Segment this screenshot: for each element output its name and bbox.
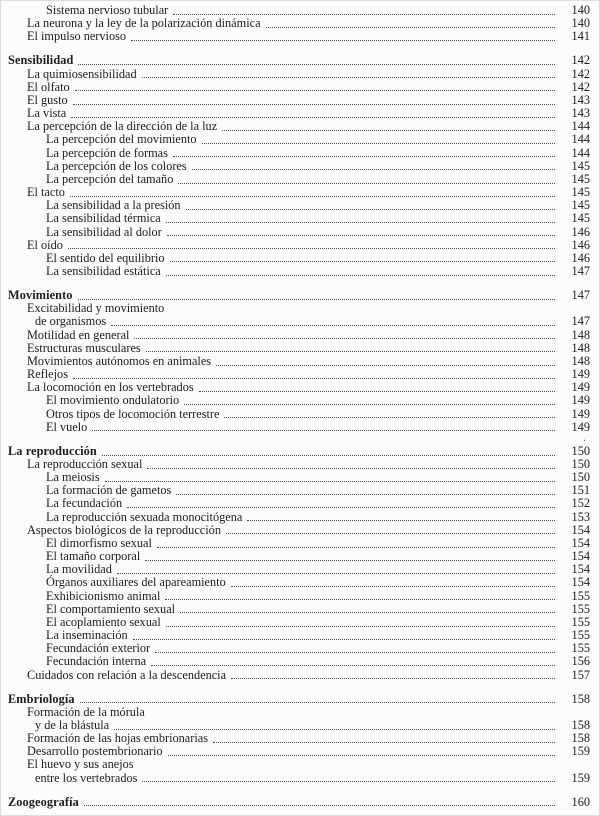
toc-entry-label: El sentido del equilibrio (46, 250, 165, 265)
toc-entry-label: Embriología (8, 691, 75, 706)
page-number: 143 (571, 92, 590, 107)
toc-entry-label: Sistema nervioso tubular (46, 3, 169, 17)
toc-entry (0, 30, 590, 43)
page-number: 156 (571, 654, 590, 669)
page-number: 149 (571, 419, 590, 434)
toc-entry-label: Motilidad en general (27, 327, 130, 342)
toc-entry-label: Sensibilidad (8, 53, 74, 68)
dot-leader (213, 742, 555, 743)
toc-entry-label: El acoplamiento sexual (46, 614, 161, 629)
dot-leader (105, 481, 555, 482)
toc-entry (0, 511, 590, 524)
page-number: 146 (571, 237, 590, 252)
toc-entry-list (0, 4, 590, 809)
toc-entry-label: El oído (27, 237, 63, 252)
dot-leader (247, 520, 555, 521)
dot-leader (184, 404, 555, 405)
dot-leader (178, 183, 555, 184)
toc-entry (0, 655, 590, 668)
toc-entry (0, 524, 590, 537)
toc-entry (0, 394, 590, 407)
toc-entry (0, 160, 590, 173)
toc-entry-label: La reproducción sexual (27, 457, 143, 471)
dot-leader (92, 430, 555, 431)
dot-leader (102, 455, 555, 456)
page-number: 143 (571, 106, 590, 121)
dot-leader (131, 40, 555, 41)
toc-entry-label: La reproducción sexuada monocitógena (46, 509, 243, 524)
toc-entry-label: La reproducción (8, 443, 97, 458)
dot-leader (75, 90, 555, 91)
page-number: 158 (571, 731, 590, 746)
toc-entry-label: La locomoción en los vertebrados (27, 380, 194, 395)
page-number: 146 (571, 250, 590, 265)
toc-entry-label: La neurona y la ley de la polarización dinámica (27, 16, 261, 31)
dot-leader (180, 612, 555, 613)
page-number: 149 (571, 393, 590, 408)
dot-leader (168, 755, 555, 756)
toc-entry-label: y de la blástula (35, 717, 110, 732)
toc-entry (0, 669, 590, 682)
toc-entry-label: La vista (27, 106, 67, 121)
page-number: 144 (571, 119, 590, 134)
toc-entry (0, 173, 590, 186)
page-number: 145 (571, 211, 590, 226)
dot-leader (222, 130, 555, 131)
toc-entry-label: La sensibilidad al dolor (46, 224, 162, 239)
dot-leader (80, 702, 555, 703)
dot-leader (199, 391, 555, 392)
page-number: 159 (571, 744, 590, 759)
page-number: 145 (571, 171, 590, 186)
page-number: 146 (571, 224, 590, 239)
dot-leader (111, 325, 555, 326)
toc-entry (0, 706, 590, 719)
dot-leader (202, 143, 555, 144)
dot-leader (78, 64, 555, 65)
page-number: 154 (571, 575, 590, 590)
dot-leader (166, 626, 555, 627)
toc-entry (0, 329, 590, 342)
toc-entry-label: Exhibicionismo animal (46, 588, 161, 603)
dot-leader (157, 547, 555, 548)
dot-leader (173, 156, 555, 157)
toc-entry-label: El olfato (27, 79, 70, 94)
page-number: 144 (571, 132, 590, 147)
toc-entry-label: La percepción de formas (46, 145, 168, 160)
toc-entry-label: de organismos (35, 314, 107, 329)
toc-entry-label: Formación de las hojas embrionarias (27, 731, 208, 746)
toc-entry (0, 315, 590, 328)
toc-entry (0, 590, 590, 603)
toc-entry (0, 758, 590, 771)
toc-entry-label: La formación de gametos (46, 483, 172, 498)
dot-leader (73, 104, 555, 105)
toc-entry (0, 772, 590, 785)
toc-entry-label: Zoogeografía (8, 794, 79, 809)
page-number: 159 (571, 770, 590, 785)
toc-entry-label: El tacto (27, 185, 65, 200)
page-number: 152 (571, 496, 590, 511)
page-number: 141 (571, 29, 590, 44)
page-number: 154 (571, 535, 590, 550)
dot-leader (146, 351, 555, 352)
toc-entry-label: Fecundación exterior (46, 641, 151, 656)
dot-leader (167, 235, 555, 236)
toc-entry-label: El huevo y sus anejos (27, 757, 134, 772)
page-number: 147 (571, 263, 590, 278)
dot-leader (117, 573, 555, 574)
page-number: 155 (571, 588, 590, 603)
toc-entry-label: La fecundación (46, 496, 123, 511)
dot-leader (186, 209, 555, 210)
toc-entry (0, 265, 590, 278)
toc-entry (0, 342, 590, 355)
dot-leader (84, 805, 555, 806)
toc-entry (0, 497, 590, 510)
dot-leader (68, 248, 555, 249)
page-number: 150 (571, 470, 590, 485)
toc-entry-label: El comportamiento sexual (46, 601, 176, 616)
dot-leader (145, 560, 555, 561)
toc-entry-label: El gusto (27, 92, 68, 107)
toc-entry-label: La sensibilidad estática (46, 263, 161, 278)
page-number: 155 (571, 601, 590, 616)
page-number: 149 (571, 380, 590, 395)
dot-leader (78, 299, 555, 300)
toc-entry-label: Fecundación interna (46, 654, 147, 669)
page-number: 160 (571, 794, 590, 809)
page-number: 144 (571, 145, 590, 160)
dot-leader (224, 417, 555, 418)
toc-entry-label: Movimientos autónomos en animales (27, 353, 212, 368)
page-number: 157 (571, 667, 590, 682)
toc-entry (0, 212, 590, 225)
page-number: 148 (571, 353, 590, 368)
toc-entry (0, 54, 590, 67)
toc-entry (0, 239, 590, 252)
page-number: 145 (571, 185, 590, 200)
toc-entry-label: La movilidad (46, 562, 112, 577)
toc-entry-label: Movimiento (8, 288, 73, 303)
toc-entry (0, 576, 590, 589)
dot-leader (170, 261, 555, 262)
dot-leader (155, 652, 555, 653)
toc-entry-label: Órganos auxiliares del apareamiento (46, 575, 226, 590)
page-number: 147 (571, 288, 590, 303)
page-number: 150 (571, 443, 590, 458)
page-number: 148 (571, 340, 590, 355)
toc-entry (0, 94, 590, 107)
page-number: 142 (571, 66, 590, 81)
toc-entry (0, 355, 590, 368)
page-number: 148 (571, 327, 590, 342)
page-number: 145 (571, 198, 590, 213)
page-number: 150 (571, 457, 590, 471)
dot-leader (231, 678, 555, 679)
dot-leader (71, 117, 555, 118)
dot-leader (147, 468, 555, 469)
page-number: 155 (571, 641, 590, 656)
page-number: 154 (571, 522, 590, 537)
toc-entry-label: La inseminación (46, 628, 128, 643)
toc-entry-label: Formación de la mórula (27, 704, 145, 719)
toc-entry-label: El impulso nervioso (27, 29, 127, 44)
toc-entry (0, 68, 590, 81)
dot-leader (142, 781, 555, 782)
page-number: 153 (571, 509, 590, 524)
toc-entry-label: El vuelo (46, 419, 88, 434)
dot-leader (176, 494, 555, 495)
dot-leader (165, 599, 555, 600)
toc-entry-label: La percepción de la dirección de la luz (27, 119, 218, 134)
toc-entry-label: Otros tipos de locomoción terrestre (46, 406, 220, 421)
dot-leader (133, 639, 555, 640)
page-number: 142 (571, 53, 590, 68)
page-number: 140 (571, 16, 590, 31)
page-number: 142 (571, 79, 590, 94)
toc-entry-label: Cuidados con relación a la descendencia (27, 667, 227, 682)
toc-entry-label: El tamaño corporal (46, 549, 141, 564)
toc-entry-label: La percepción de los colores (46, 158, 187, 173)
toc-entry (0, 81, 590, 94)
page-number: 149 (571, 367, 590, 382)
toc-entry-label: Excitabilidad y movimiento (27, 301, 165, 316)
toc-entry-label: La quimiosensibilidad (27, 66, 137, 81)
dot-leader (166, 222, 555, 223)
toc-entry-label: La sensibilidad a la presión (46, 198, 181, 213)
dot-leader (151, 665, 555, 666)
dot-leader (134, 338, 555, 339)
page-number: 140 (571, 3, 590, 17)
page-number: 147 (571, 314, 590, 329)
toc-entry (0, 133, 590, 146)
toc-entry-label: La meiosis (46, 470, 100, 485)
toc-entry (0, 796, 590, 809)
toc-entry (0, 252, 590, 265)
dot-leader (216, 365, 555, 366)
toc-entry (0, 603, 590, 616)
toc-entry (0, 147, 590, 160)
toc-entry (0, 408, 590, 421)
page-number: 149 (571, 406, 590, 421)
toc-entry-label: entre los vertebrados (35, 770, 138, 785)
dot-leader (266, 27, 555, 28)
dot-leader (192, 169, 555, 170)
page-number: 155 (571, 614, 590, 629)
dot-leader (231, 586, 555, 587)
page-number: 154 (571, 549, 590, 564)
dot-leader (226, 533, 555, 534)
page-number: 155 (571, 628, 590, 643)
dot-leader (114, 729, 555, 730)
page-number: 154 (571, 562, 590, 577)
toc-entry-label: Aspectos biológicos de la reproducción (27, 522, 221, 537)
page-number: 158 (571, 717, 590, 732)
toc-entry (0, 421, 590, 434)
toc-entry-label: Reflejos (27, 367, 68, 382)
dot-leader (127, 507, 555, 508)
toc-entry-label: Estructuras musculares (27, 340, 141, 355)
dot-leader (73, 378, 555, 379)
page-number: 151 (571, 483, 590, 498)
dot-leader (173, 14, 555, 15)
toc-entry-label: Desarrollo postembrionario (27, 744, 163, 759)
toc-entry-label: El movimiento ondulatorio (46, 393, 180, 408)
toc-entry-label: La sensibilidad térmica (46, 211, 161, 226)
dot-leader (142, 77, 555, 78)
toc-entry (0, 226, 590, 239)
dot-leader (166, 275, 555, 276)
toc-entry-label: La percepción del movimiento (46, 132, 197, 147)
dot-leader (70, 196, 555, 197)
toc-entry-label: El dimorfismo sexual (46, 535, 152, 550)
toc-entry (0, 693, 590, 706)
page-number: 158 (571, 691, 590, 706)
toc-entry-label: La percepción del tamaño (46, 171, 174, 186)
stray-dot-artifact: . (583, 430, 586, 444)
page-number: 145 (571, 158, 590, 173)
